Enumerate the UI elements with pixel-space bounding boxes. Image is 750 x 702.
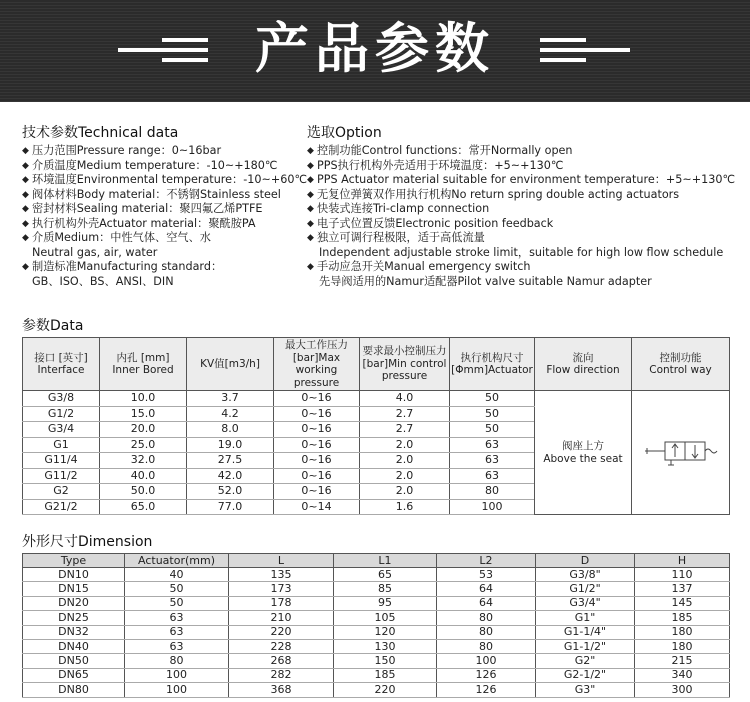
dimension-cell: DN15 (23, 582, 125, 596)
technical-data-item-text: 阀体材料Body material：不锈钢Stainless steel (32, 187, 281, 201)
dimension-cell: 50 (125, 582, 229, 596)
bullet-diamond-icon: ◆ (22, 204, 29, 214)
dimension-cell: 100 (437, 654, 536, 668)
data-table-header (23, 338, 730, 391)
dimension-cell: 126 (437, 668, 536, 682)
dimension-cell: 185 (334, 668, 437, 682)
dimension-cell: DN80 (23, 683, 125, 697)
data-cell: 0~16 (274, 453, 360, 469)
bullet-diamond-icon: ◆ (307, 160, 314, 171)
technical-data-item (22, 217, 307, 232)
table-row (23, 639, 730, 653)
option-item (307, 217, 747, 232)
data-cell: 1.6 (360, 499, 450, 515)
data-header-cell (100, 338, 187, 391)
dimension-cell: 300 (635, 683, 730, 697)
option-item (307, 144, 747, 159)
technical-data-item (22, 202, 307, 217)
data-cell: 63 (450, 468, 535, 484)
data-cell: 50 (450, 406, 535, 422)
dimension-cell: 130 (334, 639, 437, 653)
option-item-text: 电子式位置反馈Electronic position feedback (317, 216, 554, 230)
data-cell: 10.0 (100, 391, 187, 407)
dimension-header-cell: Actuator(mm) (125, 554, 229, 568)
data-cell: G3/4 (23, 422, 100, 438)
technical-data-item (22, 260, 307, 289)
data-header-en: [Φmm]Actuator (451, 364, 533, 376)
technical-data-item-text: 介质温度Medium temperature：-10~+180℃ (32, 158, 278, 172)
dimension-cell: G1-1/2" (536, 639, 635, 653)
data-cell: 25.0 (100, 437, 187, 453)
dimension-cell: G3/8" (536, 568, 635, 582)
bullet-diamond-icon: ◆ (22, 233, 29, 243)
bullet-diamond-icon: ◆ (22, 218, 29, 229)
data-header-cn: 要求最小控制压力 (362, 345, 447, 358)
dimension-cell: 178 (229, 596, 334, 610)
dimension-cell: DN25 (23, 611, 125, 625)
data-cell: G1 (23, 437, 100, 453)
data-cell: 40.0 (100, 468, 187, 484)
data-header-en2: pressure (381, 370, 428, 383)
data-cell: 63 (450, 437, 535, 453)
control-way-cell (632, 391, 730, 515)
dimension-cell: 210 (229, 611, 334, 625)
data-cell: 77.0 (187, 499, 274, 515)
technical-data-item (22, 231, 307, 260)
data-cell: 63 (450, 453, 535, 469)
data-cell: 8.0 (187, 422, 274, 438)
dimension-cell: 180 (635, 625, 730, 639)
data-cell: 0~16 (274, 406, 360, 422)
dimension-cell: 64 (437, 596, 536, 610)
dimension-cell: DN32 (23, 625, 125, 639)
dimension-cell: G1" (536, 611, 635, 625)
dimension-cell: G2" (536, 654, 635, 668)
dimension-cell: 340 (635, 668, 730, 682)
data-cell: 27.5 (187, 453, 274, 469)
data-cell: 20.0 (100, 422, 187, 438)
table-row (23, 611, 730, 625)
dimension-cell: 50 (125, 596, 229, 610)
data-cell: 2.7 (360, 406, 450, 422)
data-cell: 50 (450, 422, 535, 438)
data-cell: 2.7 (360, 422, 450, 438)
data-header-en2: pressure (293, 376, 340, 389)
technical-data-item (22, 173, 307, 188)
dimension-cell: 80 (437, 611, 536, 625)
dimension-cell: 80 (437, 639, 536, 653)
option-item (307, 202, 747, 217)
dimension-cell: 268 (229, 654, 334, 668)
option-item (307, 231, 747, 260)
option-block (307, 124, 747, 289)
data-cell: 65.0 (100, 499, 187, 515)
technical-data-item-text: 压力范围Pressure range：0~16bar (32, 144, 222, 157)
data-cell: 0~16 (274, 437, 360, 453)
data-cell: 50.0 (100, 484, 187, 500)
data-header-cell (632, 338, 730, 391)
option-item-text: 控制功能Control functions：常开Normally open (317, 144, 573, 157)
bullet-diamond-icon: ◆ (22, 189, 29, 200)
data-cell: 0~16 (274, 468, 360, 484)
technical-data-item-text: 制造标准Manufacturing standard： (32, 260, 223, 273)
data-cell: G11/2 (23, 468, 100, 484)
bullet-diamond-icon: ◆ (307, 189, 314, 200)
flow-direction-cn: 阀座上方 (562, 439, 604, 452)
data-cell: 4.0 (360, 391, 450, 407)
data-cell: 2.0 (360, 484, 450, 500)
data-header-en: Flow direction (546, 364, 620, 376)
data-header-en: Control way (649, 364, 712, 376)
bullet-diamond-icon: ◆ (307, 218, 314, 229)
valve-symbol-icon (641, 431, 721, 471)
data-cell: 2.0 (360, 453, 450, 469)
data-cell: 100 (450, 499, 535, 515)
dimension-header-cell: L2 (437, 554, 536, 568)
data-cell: 50 (450, 391, 535, 407)
dimension-cell: 100 (125, 668, 229, 682)
dimension-cell: 40 (125, 568, 229, 582)
dimension-cell: 135 (229, 568, 334, 582)
option-item-text: PPS Actuator material suitable for environment temperature：+5~+130℃ (317, 173, 736, 186)
data-header-cell (360, 338, 450, 391)
technical-data-item (22, 144, 307, 159)
flow-direction-en: Above the seat (543, 452, 623, 465)
technical-data-item-subtext: GB、ISO、BS、ANSI、DIN (32, 274, 174, 288)
decorative-lines-right (540, 38, 630, 64)
data-cell: 42.0 (187, 468, 274, 484)
data-cell: 32.0 (100, 453, 187, 469)
option-item-text: 无复位弹簧双作用执行机构No return spring double acting actuators (317, 187, 680, 201)
dimension-cell: 85 (334, 582, 437, 596)
data-header-cn: 内孔 [mm] (116, 351, 170, 364)
data-header-cell (187, 338, 274, 391)
dimension-cell: G1/2" (536, 582, 635, 596)
dimension-cell: G3" (536, 683, 635, 697)
data-header-cn: 控制功能 (659, 351, 702, 364)
dimension-cell: DN40 (23, 639, 125, 653)
dimension-cell: 126 (437, 683, 536, 697)
option-item (307, 173, 747, 188)
data-header-en: Inner Bored (112, 364, 174, 376)
dimension-header-cell: H (635, 554, 730, 568)
data-cell: 0~16 (274, 422, 360, 438)
data-cell: 0~14 (274, 499, 360, 515)
dimension-cell: 53 (437, 568, 536, 582)
flow-direction-cell (535, 391, 632, 515)
option-list (307, 144, 747, 289)
dimension-section-title: 外形尺寸Dimension (22, 534, 153, 550)
data-cell: 3.7 (187, 391, 274, 407)
data-cell: G2 (23, 484, 100, 500)
dimension-cell: G3/4" (536, 596, 635, 610)
data-header-en: Interface (37, 364, 85, 376)
option-item-subtext: 先导阀适用的Namur适配器Pilot valve suitable Namur adapter (319, 274, 652, 288)
data-header-cell (535, 338, 632, 391)
dimension-table (22, 553, 730, 698)
data-cell: 0~16 (274, 391, 360, 407)
table-row (23, 568, 730, 582)
dimension-cell: 220 (229, 625, 334, 639)
technical-data-block (22, 124, 307, 289)
dimension-cell: 63 (125, 611, 229, 625)
data-cell: 0~16 (274, 484, 360, 500)
dimension-cell: 80 (125, 654, 229, 668)
technical-data-item-subtext: Neutral gas, air, water (32, 245, 158, 259)
dimension-cell: 64 (437, 582, 536, 596)
bullet-diamond-icon: ◆ (22, 146, 29, 156)
table-row (23, 596, 730, 610)
data-header-cn: 接口 [英寸] (34, 351, 88, 364)
data-cell: 80 (450, 484, 535, 500)
option-title: 选取Option (307, 125, 382, 141)
dimension-cell: G1-1/4" (536, 625, 635, 639)
dimension-header-cell: L (229, 554, 334, 568)
data-header-cn: KV值[m3/h] (200, 357, 260, 370)
dimension-cell: 137 (635, 582, 730, 596)
dimension-cell: 65 (334, 568, 437, 582)
data-header-cell (450, 338, 535, 391)
data-header-en: [bar]Min control (362, 357, 447, 370)
table-row (23, 582, 730, 596)
technical-data-item (22, 159, 307, 174)
bullet-diamond-icon: ◆ (307, 175, 314, 185)
dimension-cell: 185 (635, 611, 730, 625)
dimension-table-body (23, 568, 730, 698)
data-cell: 52.0 (187, 484, 274, 500)
data-cell: G1/2 (23, 406, 100, 422)
dimension-cell: DN10 (23, 568, 125, 582)
data-header-cell (274, 338, 360, 391)
data-table (22, 337, 730, 515)
data-cell: 4.2 (187, 406, 274, 422)
dimension-cell: 173 (229, 582, 334, 596)
option-item-subtext: Independent adjustable stroke limit，suitable for high low flow schedule (319, 245, 724, 259)
dimension-header-cell: D (536, 554, 635, 568)
bullet-diamond-icon: ◆ (22, 262, 29, 272)
dimension-cell: 220 (334, 683, 437, 697)
dimension-cell: 80 (437, 625, 536, 639)
option-item (307, 260, 747, 289)
dimension-header-cell: L1 (334, 554, 437, 568)
data-header-cn: 执行机构尺寸 (460, 351, 524, 364)
dimension-header-cell: Type (23, 554, 125, 568)
dimension-cell: 228 (229, 639, 334, 653)
data-header-cn: 最大工作压力 (285, 339, 348, 351)
dimension-cell: DN50 (23, 654, 125, 668)
data-cell: 2.0 (360, 437, 450, 453)
dimension-cell: 120 (334, 625, 437, 639)
dimension-cell: 100 (125, 683, 229, 697)
dimension-cell: 180 (635, 639, 730, 653)
dimension-cell: 368 (229, 683, 334, 697)
table-row (23, 683, 730, 697)
table-row (23, 625, 730, 639)
header-banner (0, 0, 750, 102)
table-row (23, 654, 730, 668)
bullet-diamond-icon: ◆ (307, 204, 314, 214)
data-cell: G11/4 (23, 453, 100, 469)
option-item-text: 独立可调行程极限，适于高低流量 (317, 231, 485, 244)
dimension-cell: 105 (334, 611, 437, 625)
technical-data-item-text: 环境温度Environmental temperature：-10~+60℃ (32, 173, 308, 186)
option-item (307, 159, 747, 174)
dimension-cell: 150 (334, 654, 437, 668)
dimension-cell: 282 (229, 668, 334, 682)
data-cell: 2.0 (360, 468, 450, 484)
bullet-diamond-icon: ◆ (307, 262, 314, 272)
technical-data-item-text: 密封材料Sealing material：聚四氟乙烯PTFE (32, 202, 263, 215)
dimension-cell: 63 (125, 639, 229, 653)
dimension-cell: 95 (334, 596, 437, 610)
technical-data-item-text: 执行机构外壳Actuator material：聚酰胺PA (32, 216, 256, 230)
data-table-body (23, 391, 730, 515)
option-item-text: 手动应急开关Manual emergency switch (317, 260, 531, 273)
dimension-table-header (23, 554, 730, 568)
data-cell: 15.0 (100, 406, 187, 422)
dimension-cell: G2-1/2" (536, 668, 635, 682)
bullet-diamond-icon: ◆ (22, 160, 29, 171)
bullet-diamond-icon: ◆ (307, 233, 314, 243)
technical-data-list (22, 144, 307, 289)
data-cell: G21/2 (23, 499, 100, 515)
data-header-cn: 流向 (572, 351, 594, 364)
option-item (307, 188, 747, 203)
data-header-en: [bar]Max working (292, 351, 341, 376)
technical-data-title: 技术参数Technical data (22, 125, 179, 141)
table-row (23, 668, 730, 682)
data-section-title: 参数Data (22, 318, 84, 334)
technical-data-item (22, 188, 307, 203)
dimension-cell: 63 (125, 625, 229, 639)
data-cell: 19.0 (187, 437, 274, 453)
dimension-cell: 215 (635, 654, 730, 668)
page-title: 产品参数 (255, 17, 495, 80)
bullet-diamond-icon: ◆ (307, 146, 314, 156)
dimension-cell: 145 (635, 596, 730, 610)
dimension-cell: DN20 (23, 596, 125, 610)
dimension-cell: 110 (635, 568, 730, 582)
option-item-text: PPS执行机构外壳适用于环境温度：+5~+130℃ (317, 158, 564, 172)
bullet-diamond-icon: ◆ (22, 175, 29, 185)
technical-data-item-text: 介质Medium：中性气体、空气、水 (32, 231, 211, 244)
data-header-cell (23, 338, 100, 391)
option-item-text: 快装式连接Tri-clamp connection (317, 202, 490, 215)
table-row (23, 391, 730, 407)
data-cell: G3/8 (23, 391, 100, 407)
dimension-cell: DN65 (23, 668, 125, 682)
